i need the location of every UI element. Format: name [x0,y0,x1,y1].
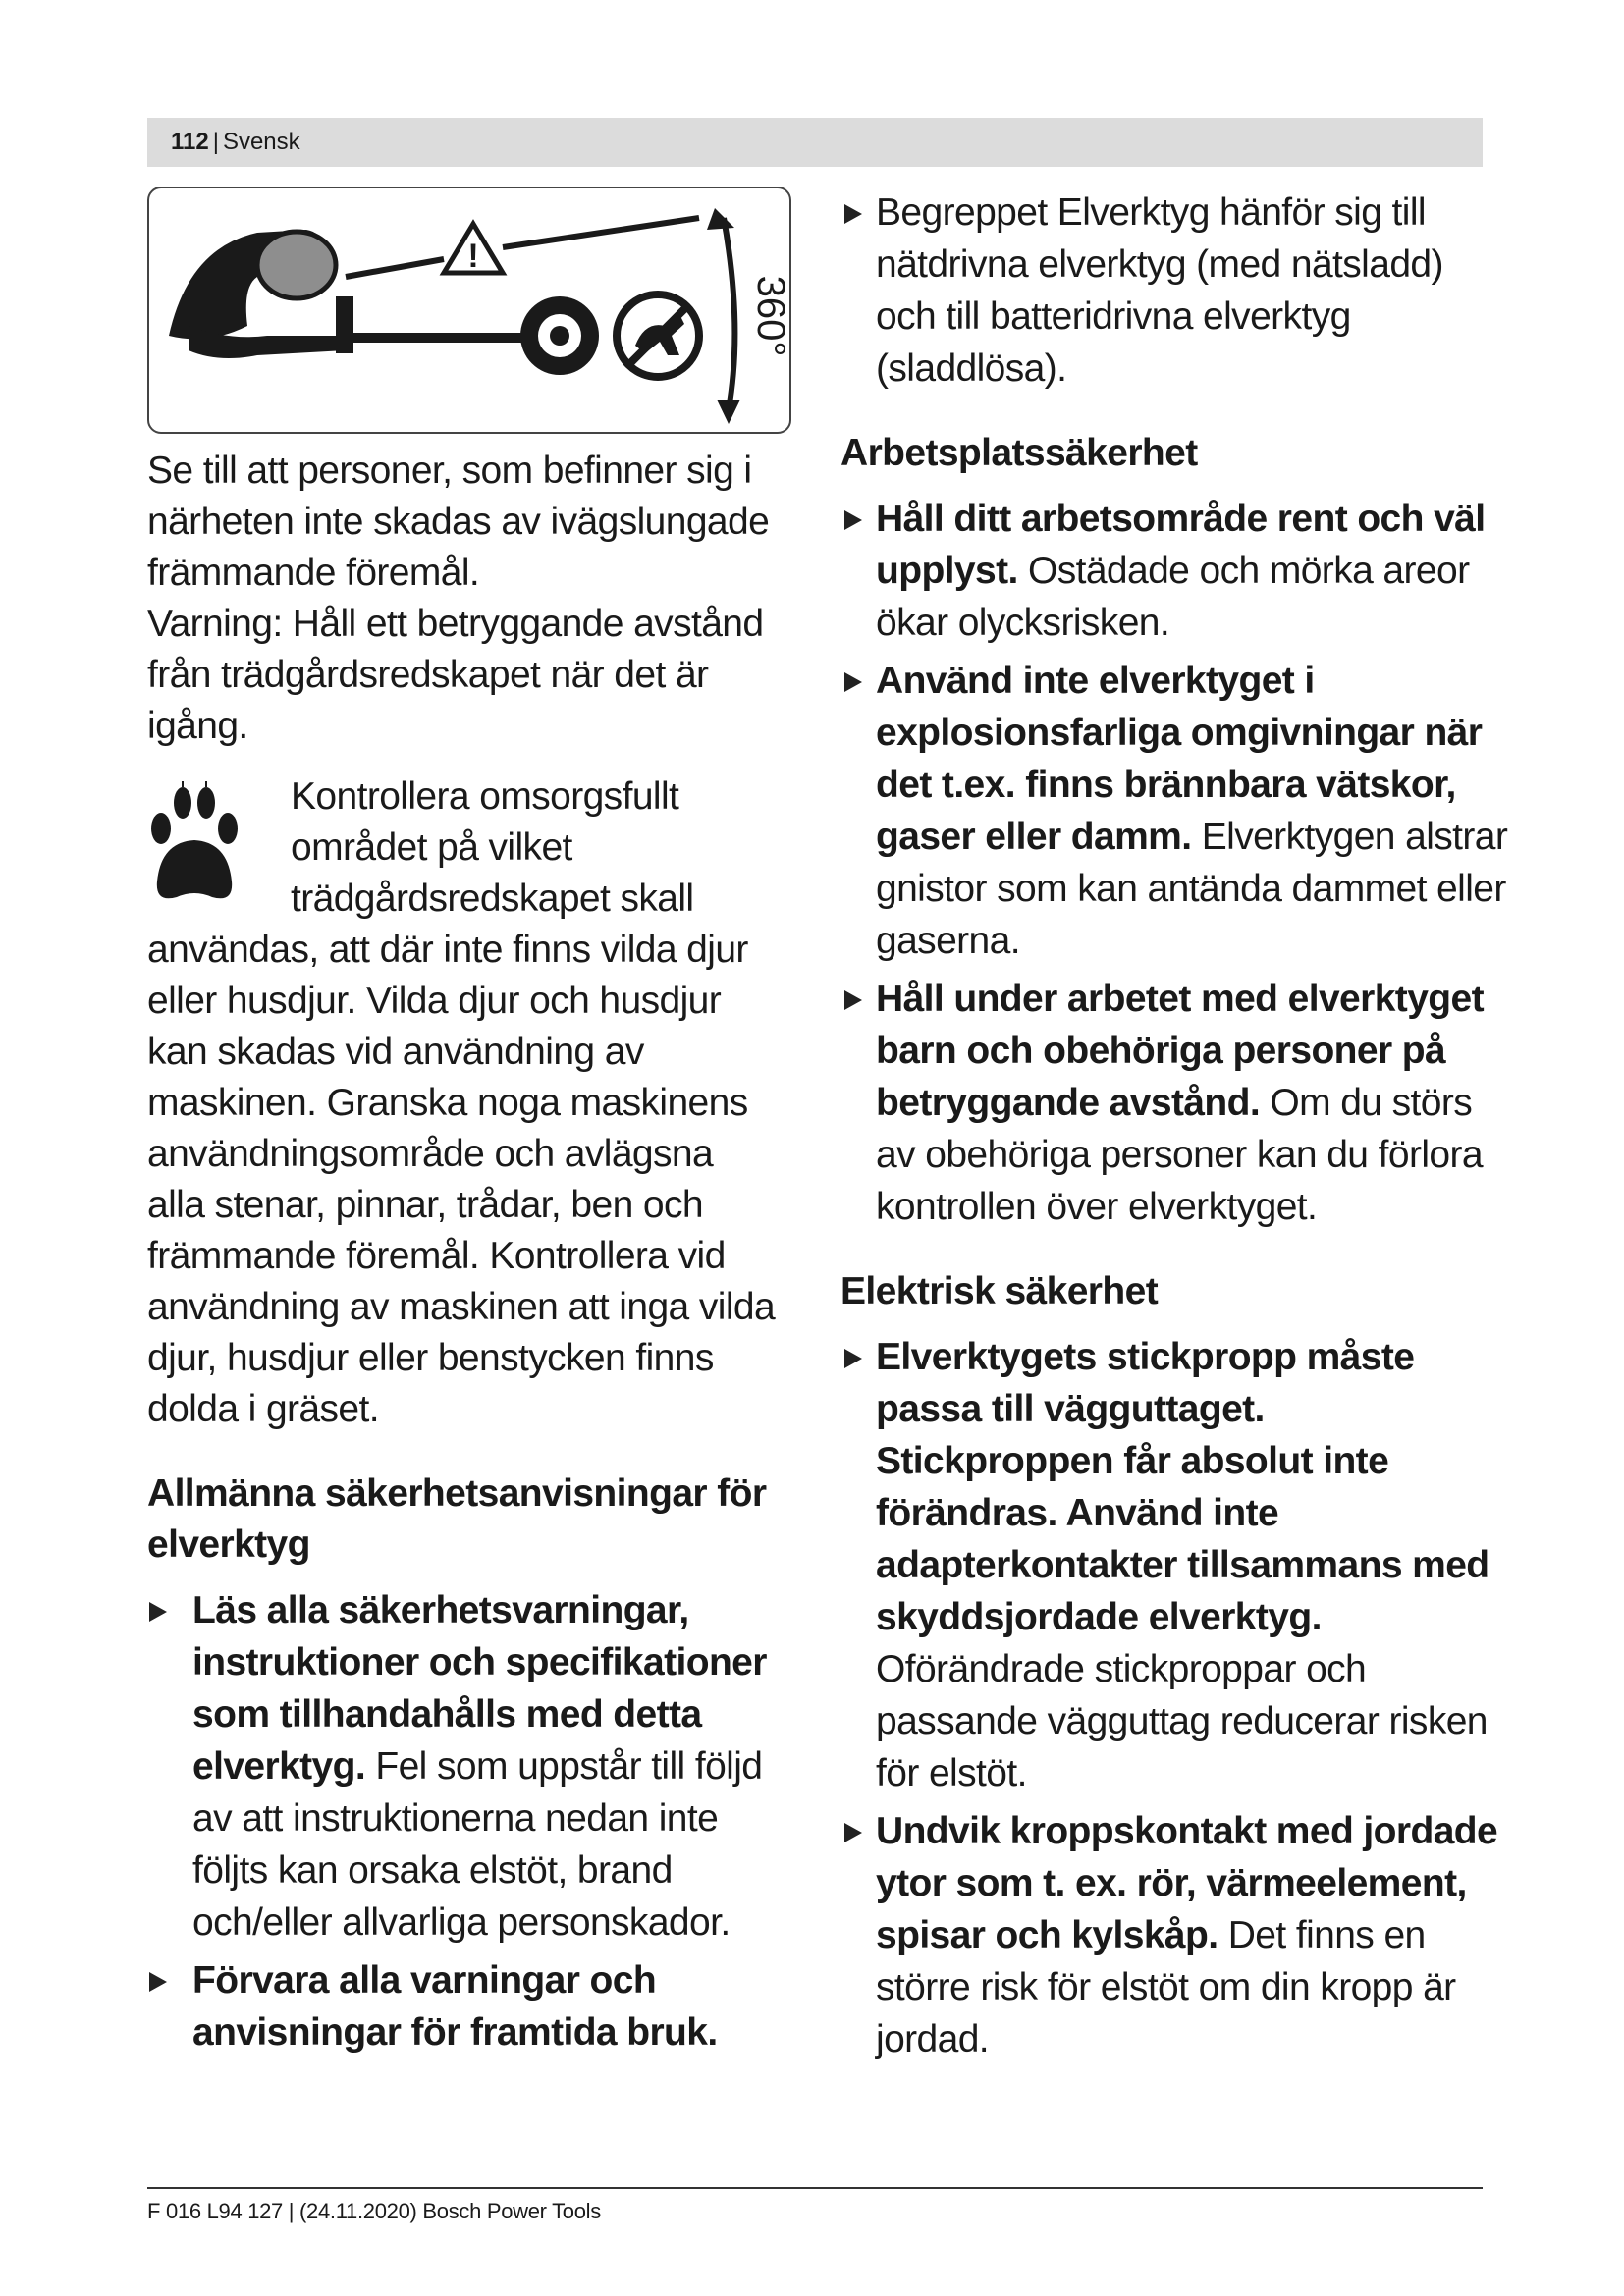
bullet-triangle-icon [844,990,862,1010]
list-item [840,1331,1508,1799]
bullet-triangle-icon [844,510,862,530]
section-heading-general: Allmänna säkerhetsanvisningar för elverktyg [147,1472,767,1566]
list-item [840,1805,1508,2065]
list-item [147,1584,776,1949]
safety-figure [147,187,791,434]
page-number: 112 [171,129,209,155]
bullet-text: Begreppet Elverktyg hänför sig till nätdrivna elverktyg (med nätsladd) och till batteridrivna elverktyg (sladdlösa). [876,191,1443,390]
bullet-text: Ostädade och mörka areor ökar olycksrisken. [876,550,1470,644]
page-header [147,118,1483,167]
section-heading-electrical: Elektrisk säkerhet [840,1270,1159,1312]
angle-label: 360° [749,275,792,357]
bullet-bold: Förvara alla varningar och anvisningar för framtida bruk. [192,1959,718,2054]
bullet-bold: Undvik kroppskontakt med jordade ytor som t. ex. rör, värmeelement, spisar och kylskåp. [876,1810,1498,1956]
list-item [147,1954,776,2058]
section-heading-workplace: Arbetsplatssäkerhet [840,432,1198,474]
list-item [840,493,1508,649]
bullet-triangle-icon [844,672,862,692]
bullet-text: Elverktygen alstrar gnistor som kan antända dammet eller gaserna. [876,816,1508,962]
bullet-triangle-icon [149,1602,167,1622]
list-item [840,187,1508,395]
bullet-text: Fel som uppstår till följd av att instruktionerna nedan inte följts kan orsaka elstöt, brand och/eller allvarliga personskador. [192,1745,763,1944]
right-column [840,187,1508,2071]
bullet-bold: Håll under arbetet med elverktyget barn och obehöriga personer på betryggande avstånd. [876,978,1484,1124]
footer-text: F 016 L94 127 | (24.11.2020) Bosch Power Tools [147,2199,601,2223]
warning-symbol: ! [467,238,479,275]
list-item [840,973,1508,1233]
paw-icon [147,781,242,919]
bullet-bold: Använd inte elverktyget i explosionsfarliga omgivningar när det t.ex. finns brännbara vätskor, gaser eller damm. [876,660,1483,858]
bullet-triangle-icon [844,1823,862,1842]
warning-distance: Varning: Håll ett betryggande avstånd från trädgårdsredskapet när det är igång. [147,603,764,747]
bullet-bold: Elverktygets stickpropp måste passa till vägguttaget. Stickproppen får absolut inte förändras. Använd inte adapterkontakter tillsammans med skyddsjordade elverktyg. [876,1336,1489,1638]
bullet-triangle-icon [844,1349,862,1368]
animal-check-text: Kontrollera omsorgsfullt området på vilket trädgårdsredskapet skall användas, att där inte finns vilda djur eller husdjur. Vilda djur och husdjur kan skadas vid användning av maskinen. Granska noga maskinens användningsområde och avlägsna alla stenar, pinnar, trådar, ben och främmande föremål. Kontrollera vid användning av maskinen att inga vilda djur, husdjur eller benstycken finns dolda i gräset. [147,775,776,1430]
left-column [147,187,792,2064]
bullet-text: Om du störs av obehöriga personer kan du förlora kontrollen över elverktyget. [876,1082,1483,1228]
warning-thrown-objects: Se till att personer, som befinner sig i närheten inte skadas av ivägslungade främmande föremål. [147,450,770,594]
bullet-bold: Håll ditt arbetsområde rent och väl upplyst. [876,498,1486,592]
bullet-text: Det finns en större risk för elstöt om din kropp är jordad. [876,1914,1456,2060]
bullet-bold: Läs alla säkerhetsvarningar, instruktioner och specifikationer som tillhandahålls med detta elverktyg. [192,1589,767,1788]
list-item [840,655,1508,967]
bullet-triangle-icon [844,204,862,224]
bullet-triangle-icon [149,1972,167,1992]
header-language: Svensk [222,129,300,155]
header-separator: | [212,129,219,155]
footer-divider [147,2187,1483,2189]
bullet-text: Oförändrade stickproppar och passande vägguttag reducerar risken för elstöt. [876,1648,1488,1794]
animal-check-block [147,772,776,1435]
